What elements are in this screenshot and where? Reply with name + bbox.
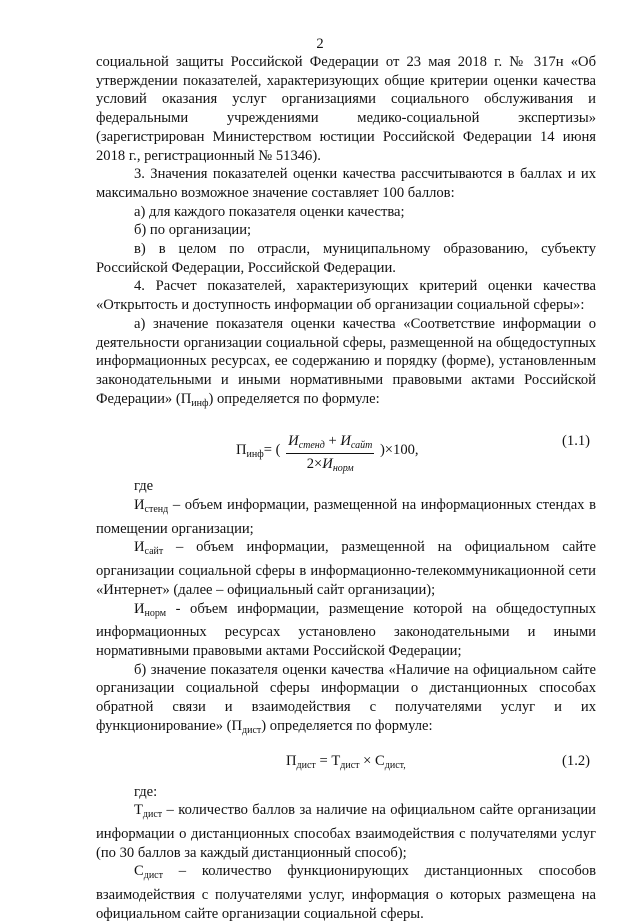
formula-1-1 bbox=[96, 419, 596, 475]
formula-1-2-number: (1.2) bbox=[562, 752, 590, 769]
definition-c-dist: $С_{дист}$ – количество функционирующих дистанционных способов взаимодействия с получателями услуг, информация о которых размещена на официальном сайте организации социальной сферы. bbox=[96, 863, 596, 922]
where-label-1: где bbox=[134, 478, 154, 495]
document-body bbox=[96, 53, 596, 923]
paragraph-item-3: 3. Значения показателей оценки качества рассчитываются в баллах и их максимально возможное значение составляет 100 баллов: bbox=[96, 166, 596, 201]
list-item-b: б) по организации; bbox=[134, 222, 252, 239]
where-label-2: где: bbox=[134, 783, 158, 800]
definition-i-stend: $И_{стенд}$ – объем информации, размещенной на информационных стендах в помещении организации; bbox=[96, 497, 596, 537]
formula-1-2-expression: $П_{дист} = Т_{дист} \times С_{дист,}$ bbox=[286, 752, 406, 771]
fraction-denominator: $2\times И_{норм}$ bbox=[306, 456, 354, 475]
paragraph-item-4a: а) значение показателя оценки качества «Соответствие информации о деятельности организации социальной сферы, размещенной на общедоступных информационных ресурсах, ее содержанию и порядку (форме), установленным законодательными и иными нормативными правовыми актами Российской Федерации» $(П_{инф})$ определяется по формуле: bbox=[96, 315, 596, 409]
page-number: 2 bbox=[316, 36, 324, 52]
list-item-a: а) для каждого показателя оценки качества; bbox=[134, 203, 405, 220]
formula-1-2 bbox=[96, 751, 596, 775]
paragraph-item-4: 4. Расчет показателей, характеризующих критерий оценки качества «Открытость и доступность информации об организации социальной сферы»: bbox=[96, 278, 596, 314]
definition-i-sait: $И_{сайт}$ – объем информации, размещенной на официальном сайте организации социальной сферы в информационно-телекоммуникационной сети «Интернет» (далее – официальный сайт организации); bbox=[96, 539, 596, 598]
formula-1-1-fraction bbox=[286, 433, 374, 474]
formula-1-1-number: (1.1) bbox=[562, 433, 590, 450]
definition-t-dist: $Т_{дист}$ – количество баллов за наличие на официальном сайте организации информации о дистанционных способах взаимодействия с получателями услуг (по 30 баллов за каждый дистанционный способ); bbox=[96, 802, 596, 861]
fraction-numerator: $И_{стенд} + И_{сайт}$ bbox=[286, 433, 374, 454]
paragraph-item-4b: б) значение показателя оценки качества «Наличие на официальном сайте организации социальной сферы информации о дистанционных способах обратной связи и взаимодействия с получателями услуг и их функционирование» $(П_{дист})$ определяется по формуле: bbox=[96, 661, 596, 736]
definition-i-norm: $И_{норм}$ - объем информации, размещение которой на общедоступных информационных ресурсах установлено законодательными и иными нормативными правовыми актами Российской Федерации; bbox=[96, 600, 596, 659]
formula-1-1-expression: $П_{инф}=$ ( $\frac{И_{стенд} + И_{сайт}}{2\times И_{норм}}$ )×100, bbox=[236, 433, 419, 475]
list-item-v: в) в целом по отрасли, муниципальному образованию, субъекту Российской Федерации, Российской Федерации. bbox=[96, 241, 596, 276]
paragraph-order-reference: социальной защиты Российской Федерации от 23 мая 2018 г. № 317н «Об утверждении показателей, характеризующих общие критерии оценки качества условий оказания услуг организациями социального обслуживания и федеральными учреждениями медико-социальной экспертизы» (зарегистрирован Министерством юстиции Российской Федерации 14 июня 2018 г., регистрационный № 51346). bbox=[96, 54, 596, 164]
